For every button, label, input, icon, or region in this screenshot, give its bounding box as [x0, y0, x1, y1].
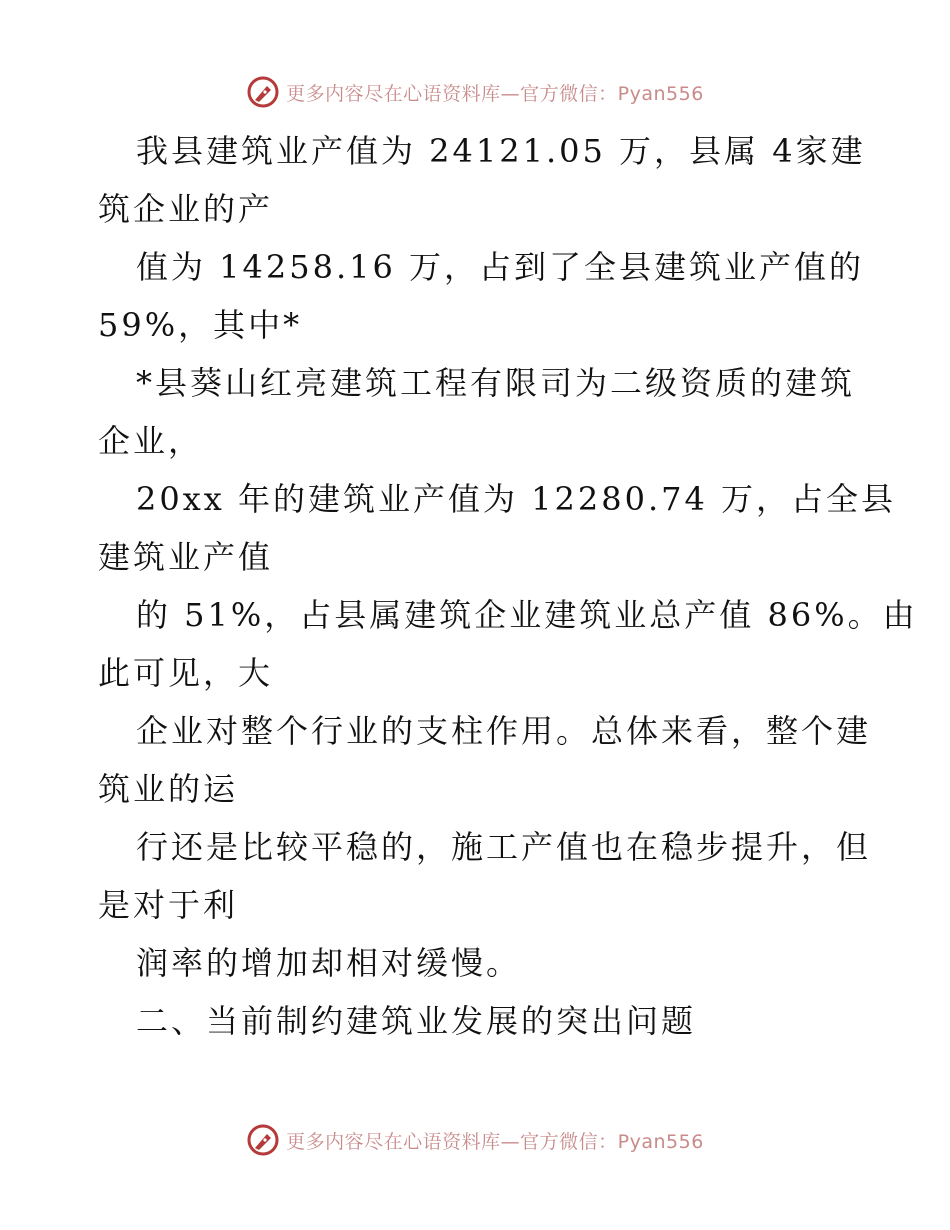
- text-line: 筑业的运: [98, 770, 239, 808]
- text-line: 此可见，大: [98, 654, 274, 692]
- text-line: 润率的增加却相对缓慢。: [136, 944, 522, 982]
- watermark-text: 更多内容尽在心语资料库—官方微信：Pyan556: [286, 1130, 704, 1153]
- text-line: 建筑业产值: [98, 538, 274, 576]
- pen-nib-logo-icon: [246, 75, 280, 109]
- footer-watermark: [0, 1120, 950, 1160]
- text-line: 企业对整个行业的支柱作用。总体来看，整个建: [136, 712, 872, 750]
- document-body: [98, 122, 918, 1050]
- watermark-text: 更多内容尽在心语资料库—官方微信：Pyan556: [286, 82, 704, 105]
- text-line: 企业，: [98, 422, 204, 460]
- text-line: 筑企业的产: [98, 190, 274, 228]
- text-line: 我县建筑业产值为 24121.05 万，县属 4家建: [136, 132, 866, 170]
- text-line: 行还是比较平稳的，施工产值也在稳步提升，但: [136, 828, 872, 866]
- header-watermark: [0, 72, 950, 112]
- section-heading: 二、当前制约建筑业发展的突出问题: [136, 1002, 697, 1040]
- text-line: *县葵山红亮建筑工程有限司为二级资质的建筑: [136, 364, 856, 402]
- text-line: 是对于利: [98, 886, 239, 924]
- text-line: 59%，其中*: [98, 306, 303, 344]
- text-line: 的 51%，占县属建筑企业建筑业总产值 86%。由: [136, 596, 918, 634]
- pen-nib-logo-icon: [246, 1123, 280, 1157]
- text-line: 20xx 年的建筑业产值为 12280.74 万，占全县: [136, 480, 897, 518]
- text-line: 值为 14258.16 万，占到了全县建筑业产值的: [136, 248, 865, 286]
